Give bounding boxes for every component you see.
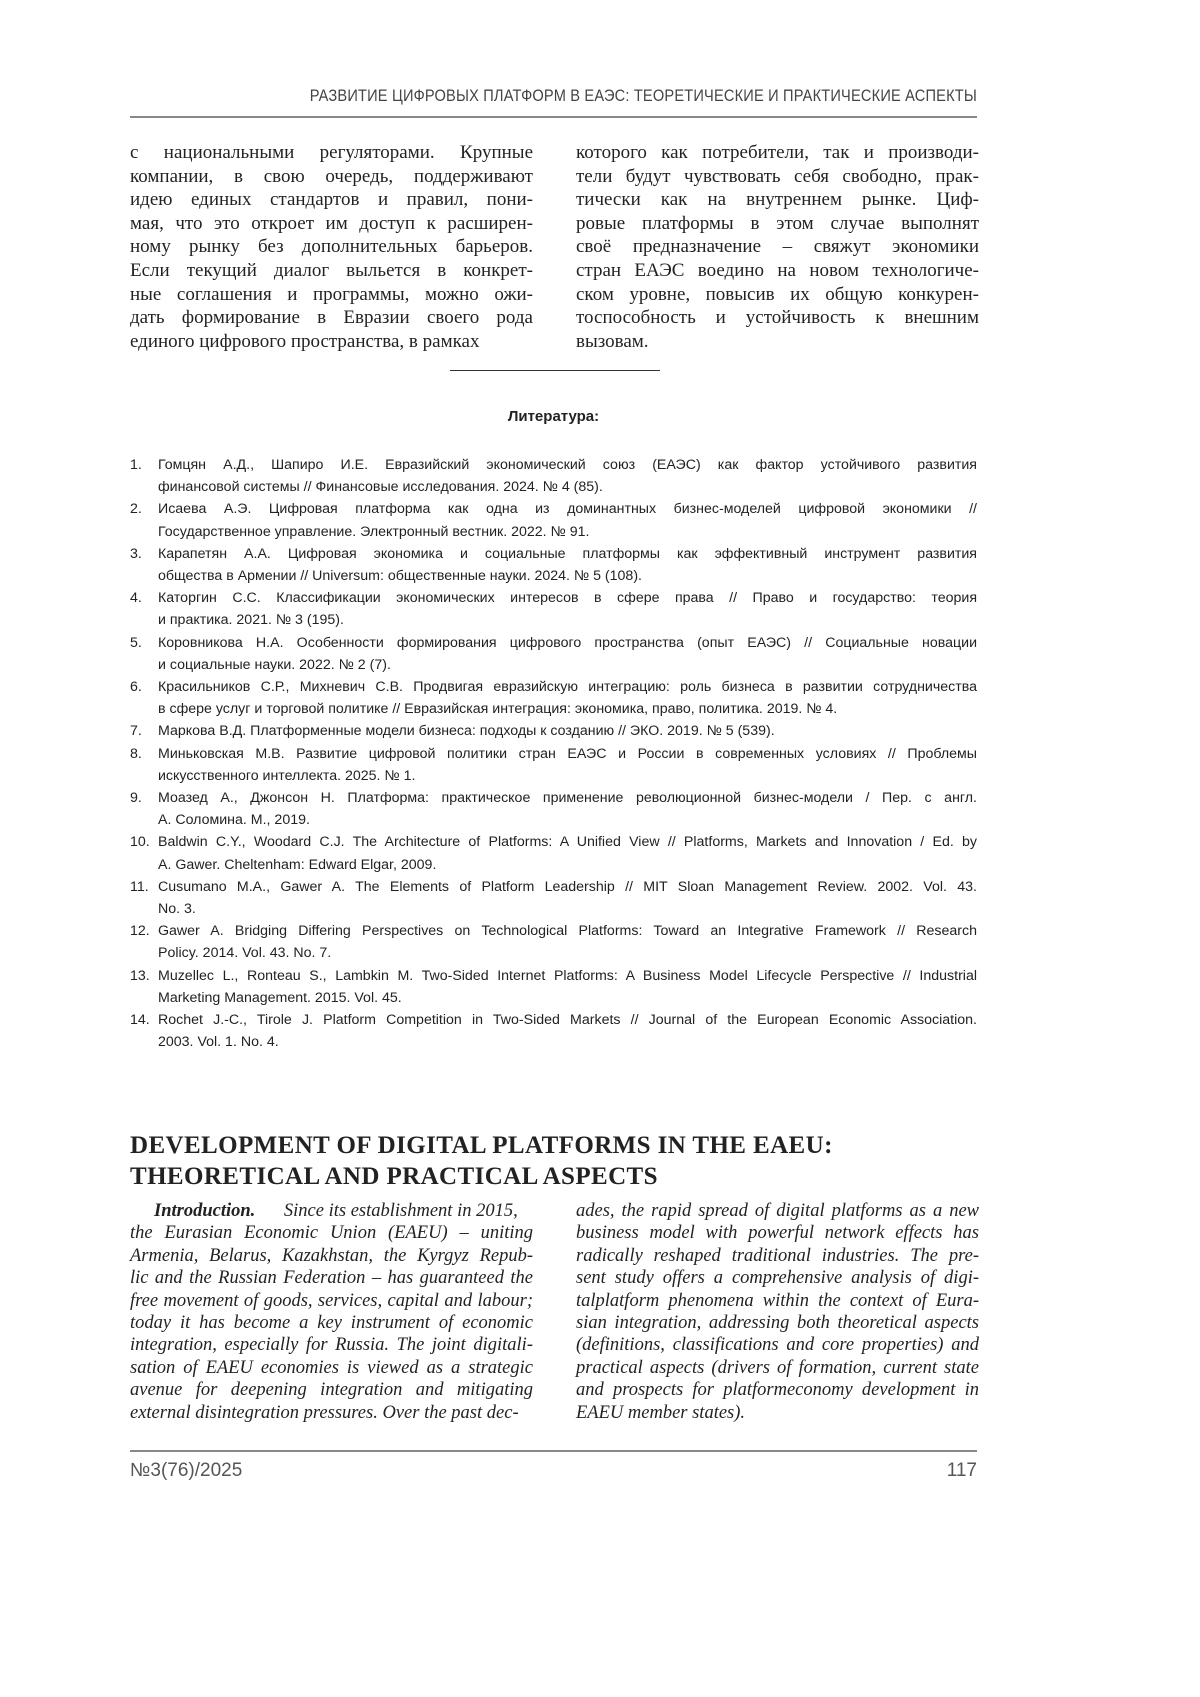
reference-line: Policy. 2014. Vol. 43. No. 7. bbox=[158, 942, 977, 964]
text-line: тели будут чувствовать себя свободно, прак- bbox=[576, 165, 979, 189]
reference-line: Каторгин С.С. Классификации экономических интересов в сфере права // Право и государство: теория bbox=[158, 587, 977, 609]
text-line: тоспособность и устойчивость к внешним bbox=[576, 306, 979, 330]
reference-item bbox=[130, 876, 977, 920]
text-line: free movement of goods, services, capital and labour; bbox=[130, 1290, 533, 1312]
text-line: ades, the rapid spread of digital platforms as a new bbox=[576, 1200, 979, 1222]
reference-line: Исаева А.Э. Цифровая платформа как одна из доминантных бизнес-моделей цифровой экономики // bbox=[158, 498, 977, 520]
reference-number: 7. bbox=[130, 720, 142, 742]
text-line: sation of EAEU economies is viewed as a strategic bbox=[130, 1357, 533, 1379]
reference-number: 3. bbox=[130, 543, 142, 565]
reference-number: 10. bbox=[130, 831, 150, 853]
text-line: (definitions, classifications and core properties) and bbox=[576, 1334, 979, 1356]
intro-label: Introduction. bbox=[154, 1201, 255, 1221]
text-line: которого как потребители, так и производи- bbox=[576, 141, 979, 165]
text-line: компании, в свою очередь, поддерживают bbox=[130, 165, 533, 189]
reference-line: Красильников С.Р., Михневич С.В. Продвигая евразийскую интеграцию: роль бизнеса в развитии сотрудничества bbox=[158, 676, 977, 698]
reference-item bbox=[130, 920, 977, 964]
text-line: external disintegration pressures. Over the past dec- bbox=[130, 1402, 533, 1424]
text-line bbox=[130, 1200, 533, 1222]
reference-number: 11. bbox=[130, 876, 149, 898]
reference-item bbox=[130, 831, 977, 875]
reference-line: Baldwin C.Y., Woodard C.J. The Architecture of Platforms: A Unified View // Platforms, Markets and Innovation / Ed. by bbox=[158, 831, 977, 853]
reference-item bbox=[130, 720, 977, 742]
text-line: talplatform phenomena within the context of Eura- bbox=[576, 1290, 979, 1312]
text-line: единого цифрового пространства, в рамках bbox=[130, 330, 533, 354]
text-line: ному рынку без дополнительных барьеров. bbox=[130, 235, 533, 259]
text-line: the Eurasian Economic Union (EAEU) – uniting bbox=[130, 1222, 533, 1244]
reference-line: финансовой системы // Финансовые исследования. 2024. № 4 (85). bbox=[158, 476, 977, 498]
text-line: avenue for deepening integration and mitigating bbox=[130, 1379, 533, 1401]
reference-line: Коровникова Н.А. Особенности формирования цифрового пространства (опыт ЕАЭС) // Социальные новации bbox=[158, 632, 977, 654]
reference-number: 2. bbox=[130, 498, 142, 520]
reference-line: Моазед А., Джонсон Н. Платформа: практическое применение революционной бизнес-модели / Пер. с англ. bbox=[158, 787, 977, 809]
text-line: Armenia, Belarus, Kazakhstan, the Kyrgyz Repub- bbox=[130, 1245, 533, 1267]
reference-line: 2003. Vol. 1. No. 4. bbox=[158, 1031, 977, 1053]
text-line: своё предназначение – свяжут экономики bbox=[576, 235, 979, 259]
text-line: стран ЕАЭС воедино на новом технологиче- bbox=[576, 259, 979, 283]
footer-rule bbox=[130, 1450, 977, 1452]
reference-item bbox=[130, 787, 977, 831]
reference-line: Muzellec L., Ronteau S., Lambkin M. Two-Sided Internet Platforms: A Business Model Lifecycle Perspective // Industrial bbox=[158, 965, 977, 987]
reference-item bbox=[130, 965, 977, 1009]
reference-line: общества в Армении // Universum: общественные науки. 2024. № 5 (108). bbox=[158, 565, 977, 587]
text-line: practical aspects (drivers of formation, current state bbox=[576, 1357, 979, 1379]
text-line: radically reshaped traditional industries. The pre- bbox=[576, 1245, 979, 1267]
text-line: дать формирование в Евразии своего рода bbox=[130, 306, 533, 330]
text-line: EAEU member states). bbox=[576, 1402, 979, 1424]
text-line: ровые платформы в этом случае выполнят bbox=[576, 212, 979, 236]
issue-number: №3(76)/2025 bbox=[130, 1460, 242, 1482]
text-line: ные соглашения и программы, можно ожи- bbox=[130, 283, 533, 307]
text-line: today it has become a key instrument of economic bbox=[130, 1312, 533, 1334]
header-rule bbox=[130, 116, 977, 118]
text-line: and prospects for platformeconomy development in bbox=[576, 1379, 979, 1401]
reference-number: 4. bbox=[130, 587, 142, 609]
reference-item bbox=[130, 743, 977, 787]
reference-line: искусственного интеллекта. 2025. № 1. bbox=[158, 765, 977, 787]
reference-number: 9. bbox=[130, 787, 142, 809]
reference-line: Миньковская М.В. Развитие цифровой политики стран ЕАЭС и России в современных условиях // Проблемы bbox=[158, 743, 977, 765]
running-header: РАЗВИТИЕ ЦИФРОВЫХ ПЛАТФОРМ В ЕАЭС: ТЕОРЕТИЧЕСКИЕ И ПРАКТИЧЕСКИЕ АСПЕКТЫ bbox=[249, 86, 977, 106]
text-line: Если текущий диалог выльется в конкрет- bbox=[130, 259, 533, 283]
reference-item bbox=[130, 498, 977, 542]
reference-item bbox=[130, 454, 977, 498]
abstract-column-right bbox=[576, 1200, 979, 1424]
reference-item bbox=[130, 1009, 977, 1053]
page-number: 117 bbox=[947, 1460, 977, 1482]
body-column-left bbox=[130, 141, 533, 353]
text-line: идею единых стандартов и правил, пони- bbox=[130, 188, 533, 212]
text-line: мая, что это откроет им доступ к расширен- bbox=[130, 212, 533, 236]
reference-number: 6. bbox=[130, 676, 142, 698]
reference-line: Маркова В.Д. Платформенные модели бизнеса: подходы к созданию // ЭКО. 2019. № 5 (539). bbox=[158, 720, 977, 742]
references-list bbox=[130, 454, 977, 1053]
text-line: с национальными регуляторами. Крупные bbox=[130, 141, 533, 165]
text-line: integration, especially for Russia. The joint digitali- bbox=[130, 1334, 533, 1356]
reference-number: 14. bbox=[130, 1009, 150, 1031]
reference-item bbox=[130, 632, 977, 676]
reference-number: 12. bbox=[130, 920, 150, 942]
english-title bbox=[130, 1130, 833, 1192]
reference-number: 13. bbox=[130, 965, 150, 987]
reference-line: No. 3. bbox=[158, 898, 977, 920]
reference-number: 8. bbox=[130, 743, 142, 765]
text-line: ском уровне, повысив их общую конкурен- bbox=[576, 283, 979, 307]
reference-number: 1. bbox=[130, 454, 142, 476]
text-line: тически как на внутреннем рынке. Циф- bbox=[576, 188, 979, 212]
reference-number: 5. bbox=[130, 632, 142, 654]
text-line: business model with powerful network effects has bbox=[576, 1222, 979, 1244]
reference-line: Cusumano M.A., Gawer A. The Elements of Platform Leadership // MIT Sloan Management Review. 2002. Vol. 43. bbox=[158, 876, 977, 898]
abstract-column-left bbox=[130, 1200, 533, 1424]
reference-line: A. Gawer. Cheltenham: Edward Elgar, 2009. bbox=[158, 854, 977, 876]
section-divider bbox=[450, 370, 660, 371]
text-line: lic and the Russian Federation – has guaranteed the bbox=[130, 1267, 533, 1289]
references-heading: Литература: bbox=[0, 408, 1107, 425]
reference-line: Карапетян А.А. Цифровая экономика и социальные платформы как эффективный инструмент развития bbox=[158, 543, 977, 565]
reference-line: в сфере услуг и торговой политике // Евразийская интеграция: экономика, право, политика. 2019. № 4. bbox=[158, 698, 977, 720]
reference-line: Marketing Management. 2015. Vol. 45. bbox=[158, 987, 977, 1009]
reference-line: Gawer A. Bridging Differing Perspectives on Technological Platforms: Toward an Integrative Framework // Research bbox=[158, 920, 977, 942]
english-title-line: DEVELOPMENT OF DIGITAL PLATFORMS IN THE EAEU: bbox=[130, 1130, 833, 1161]
text-line-content: Since its establishment in 2015, bbox=[255, 1200, 517, 1222]
reference-line: и социальные науки. 2022. № 2 (7). bbox=[158, 654, 977, 676]
body-column-right bbox=[576, 141, 979, 353]
reference-line: и практика. 2021. № 3 (195). bbox=[158, 609, 977, 631]
reference-line: Гомцян А.Д., Шапиро И.Е. Евразийский экономический союз (ЕАЭС) как фактор устойчивого развития bbox=[158, 454, 977, 476]
reference-line: А. Соломина. М., 2019. bbox=[158, 809, 977, 831]
reference-item bbox=[130, 676, 977, 720]
text-line: sent study offers a comprehensive analysis of digi- bbox=[576, 1267, 979, 1289]
reference-line: Государственное управление. Электронный вестник. 2022. № 91. bbox=[158, 521, 977, 543]
reference-line: Rochet J.-C., Tirole J. Platform Competition in Two-Sided Markets // Journal of the European Economic Association. bbox=[158, 1009, 977, 1031]
reference-item bbox=[130, 587, 977, 631]
text-line: sian integration, addressing both theoretical aspects bbox=[576, 1312, 979, 1334]
reference-item bbox=[130, 543, 977, 587]
english-title-line: THEORETICAL AND PRACTICAL ASPECTS bbox=[130, 1161, 833, 1192]
text-line: вызовам. bbox=[576, 330, 979, 354]
